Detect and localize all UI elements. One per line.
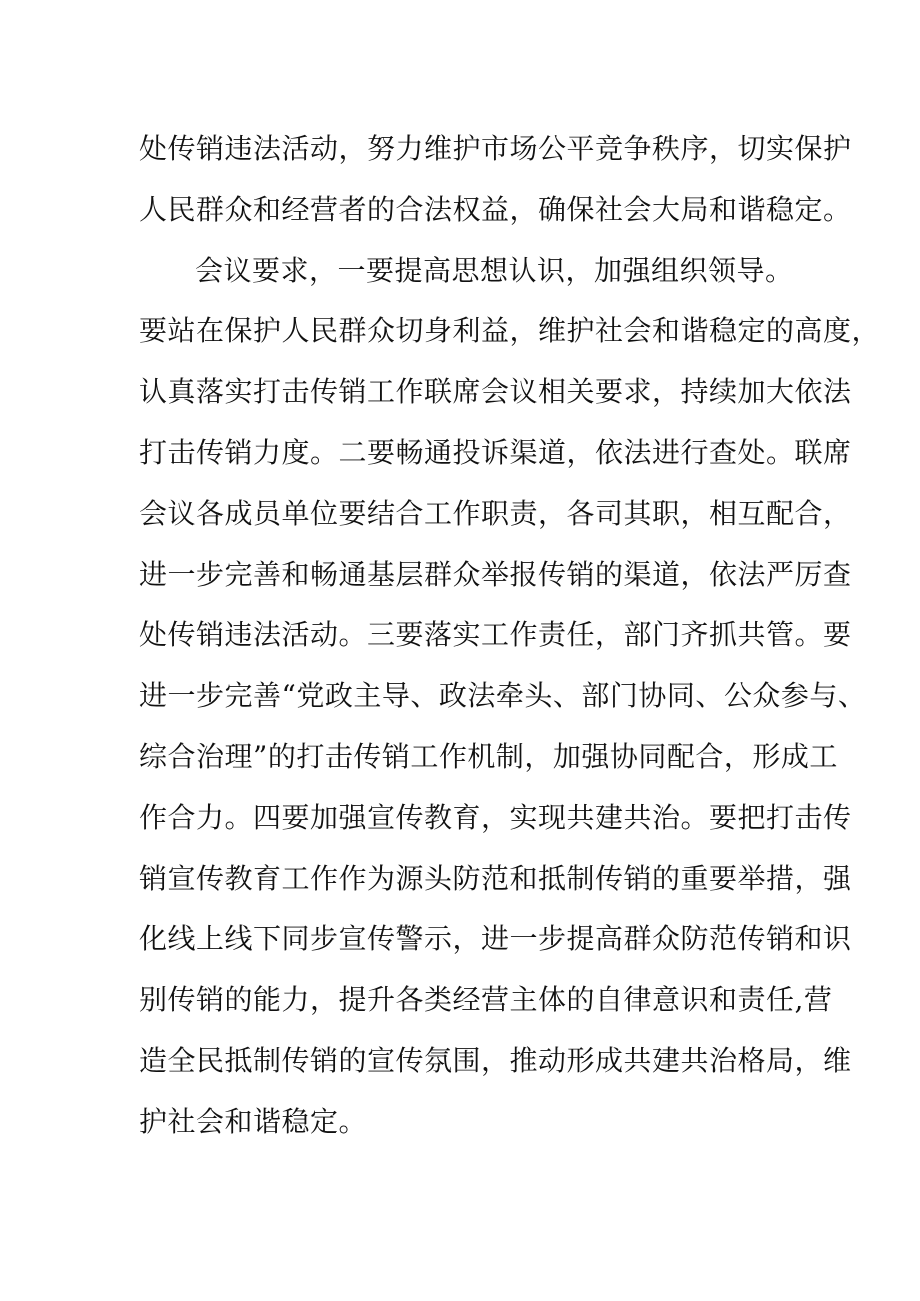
paragraph-first-line: 会议要求，一要提高思想认识，加强组织领导。 [195, 253, 794, 287]
text-line: 要站在保护人民群众切身利益，维护社会和谐稳定的高度， [139, 314, 881, 348]
text-line: 销宣传教育工作作为源头防范和抵制传销的重要举措，强 [139, 861, 852, 895]
text-line: 会议各成员单位要结合工作职责，各司其职，相互配合， [139, 496, 852, 530]
text-line: 进一步完善“党政主导、政法牵头、部门协同、公众参与、 [139, 679, 867, 713]
text-line: 造全民抵制传销的宣传氛围，推动形成共建共治格局，维 [139, 1043, 852, 1077]
text-line: 别传销的能力，提升各类经营主体的自律意识和责任,营 [139, 983, 833, 1017]
text-line: 人民群众和经营者的合法权益，确保社会大局和谐稳定。 [139, 192, 852, 226]
text-line: 打击传销力度。二要畅通投诉渠道，依法进行查处。联席 [139, 435, 852, 469]
text-line: 综合治理”的打击传销工作机制，加强协同配合，形成工 [139, 739, 838, 773]
text-line: 认真落实打击传销工作联席会议相关要求，持续加大依法 [139, 375, 852, 409]
text-line: 化线上线下同步宣传警示，进一步提高群众防范传销和识 [139, 922, 852, 956]
text-line: 处传销违法活动。三要落实工作责任，部门齐抓共管。要 [139, 618, 852, 652]
document-body [139, 119, 881, 1153]
paragraph-last-line: 护社会和谐稳定。 [139, 1104, 368, 1138]
text-line: 作合力。四要加强宣传教育，实现共建共治。要把打击传 [139, 800, 852, 834]
text-line: 进一步完善和畅通基层群众举报传销的渠道，依法严厉查 [139, 557, 852, 591]
text-line: 处传销违法活动，努力维护市场公平竞争秩序，切实保护 [139, 132, 852, 165]
